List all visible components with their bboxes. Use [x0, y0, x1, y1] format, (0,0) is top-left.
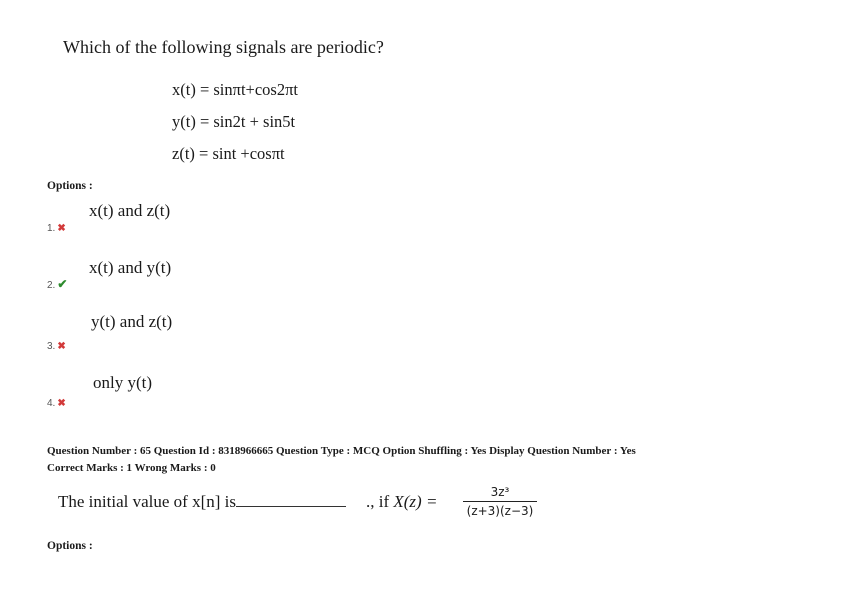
cross-icon: ✖ [57, 223, 66, 234]
question-2-stem: The initial value of x[n] is [58, 492, 236, 511]
cross-icon: ✖ [57, 398, 66, 409]
option-4-marker [47, 393, 66, 411]
option-1-text[interactable]: x(t) and z(t) [89, 201, 171, 220]
xz-label: X(z) = [393, 492, 438, 511]
fraction-denominator: (z+3)(z−3) [466, 504, 534, 518]
option-3-marker [47, 336, 66, 354]
option-1-number: 1. [47, 223, 56, 234]
condition-suffix: ., if [366, 492, 390, 511]
question-text: Which of the following signals are periodic? [63, 37, 384, 57]
option-2-text[interactable]: x(t) and y(t) [89, 258, 172, 277]
equation-x: x(t) = sinπt+cos2πt [172, 80, 299, 99]
options-label: Options : [47, 180, 93, 192]
transfer-function-fraction [463, 485, 537, 518]
equation-y: y(t) = sin2t + sin5t [172, 112, 296, 131]
option-3-text[interactable]: y(t) and z(t) [91, 312, 173, 331]
equation-z: z(t) = sint +cosπt [172, 144, 285, 163]
question-2-text [58, 492, 346, 512]
cross-icon: ✖ [57, 341, 66, 352]
check-icon: ✔ [57, 277, 68, 291]
option-2-marker [47, 275, 67, 293]
option-4-text[interactable]: only y(t) [93, 373, 153, 392]
options-label-2: Options : [47, 540, 93, 552]
question-2-condition [366, 492, 437, 512]
option-2-number: 2. [47, 280, 56, 291]
option-4-number: 4. [47, 398, 56, 409]
fraction-numerator: 3z³ [463, 485, 537, 502]
answer-blank [236, 492, 346, 507]
option-3-number: 3. [47, 341, 56, 352]
option-1-marker [47, 218, 66, 236]
marks-meta: Correct Marks : 1 Wrong Marks : 0 [47, 462, 216, 474]
question-meta: Question Number : 65 Question Id : 8318966665 Question Type : MCQ Option Shuffling : Yes Display Question Number : Yes [47, 445, 636, 457]
